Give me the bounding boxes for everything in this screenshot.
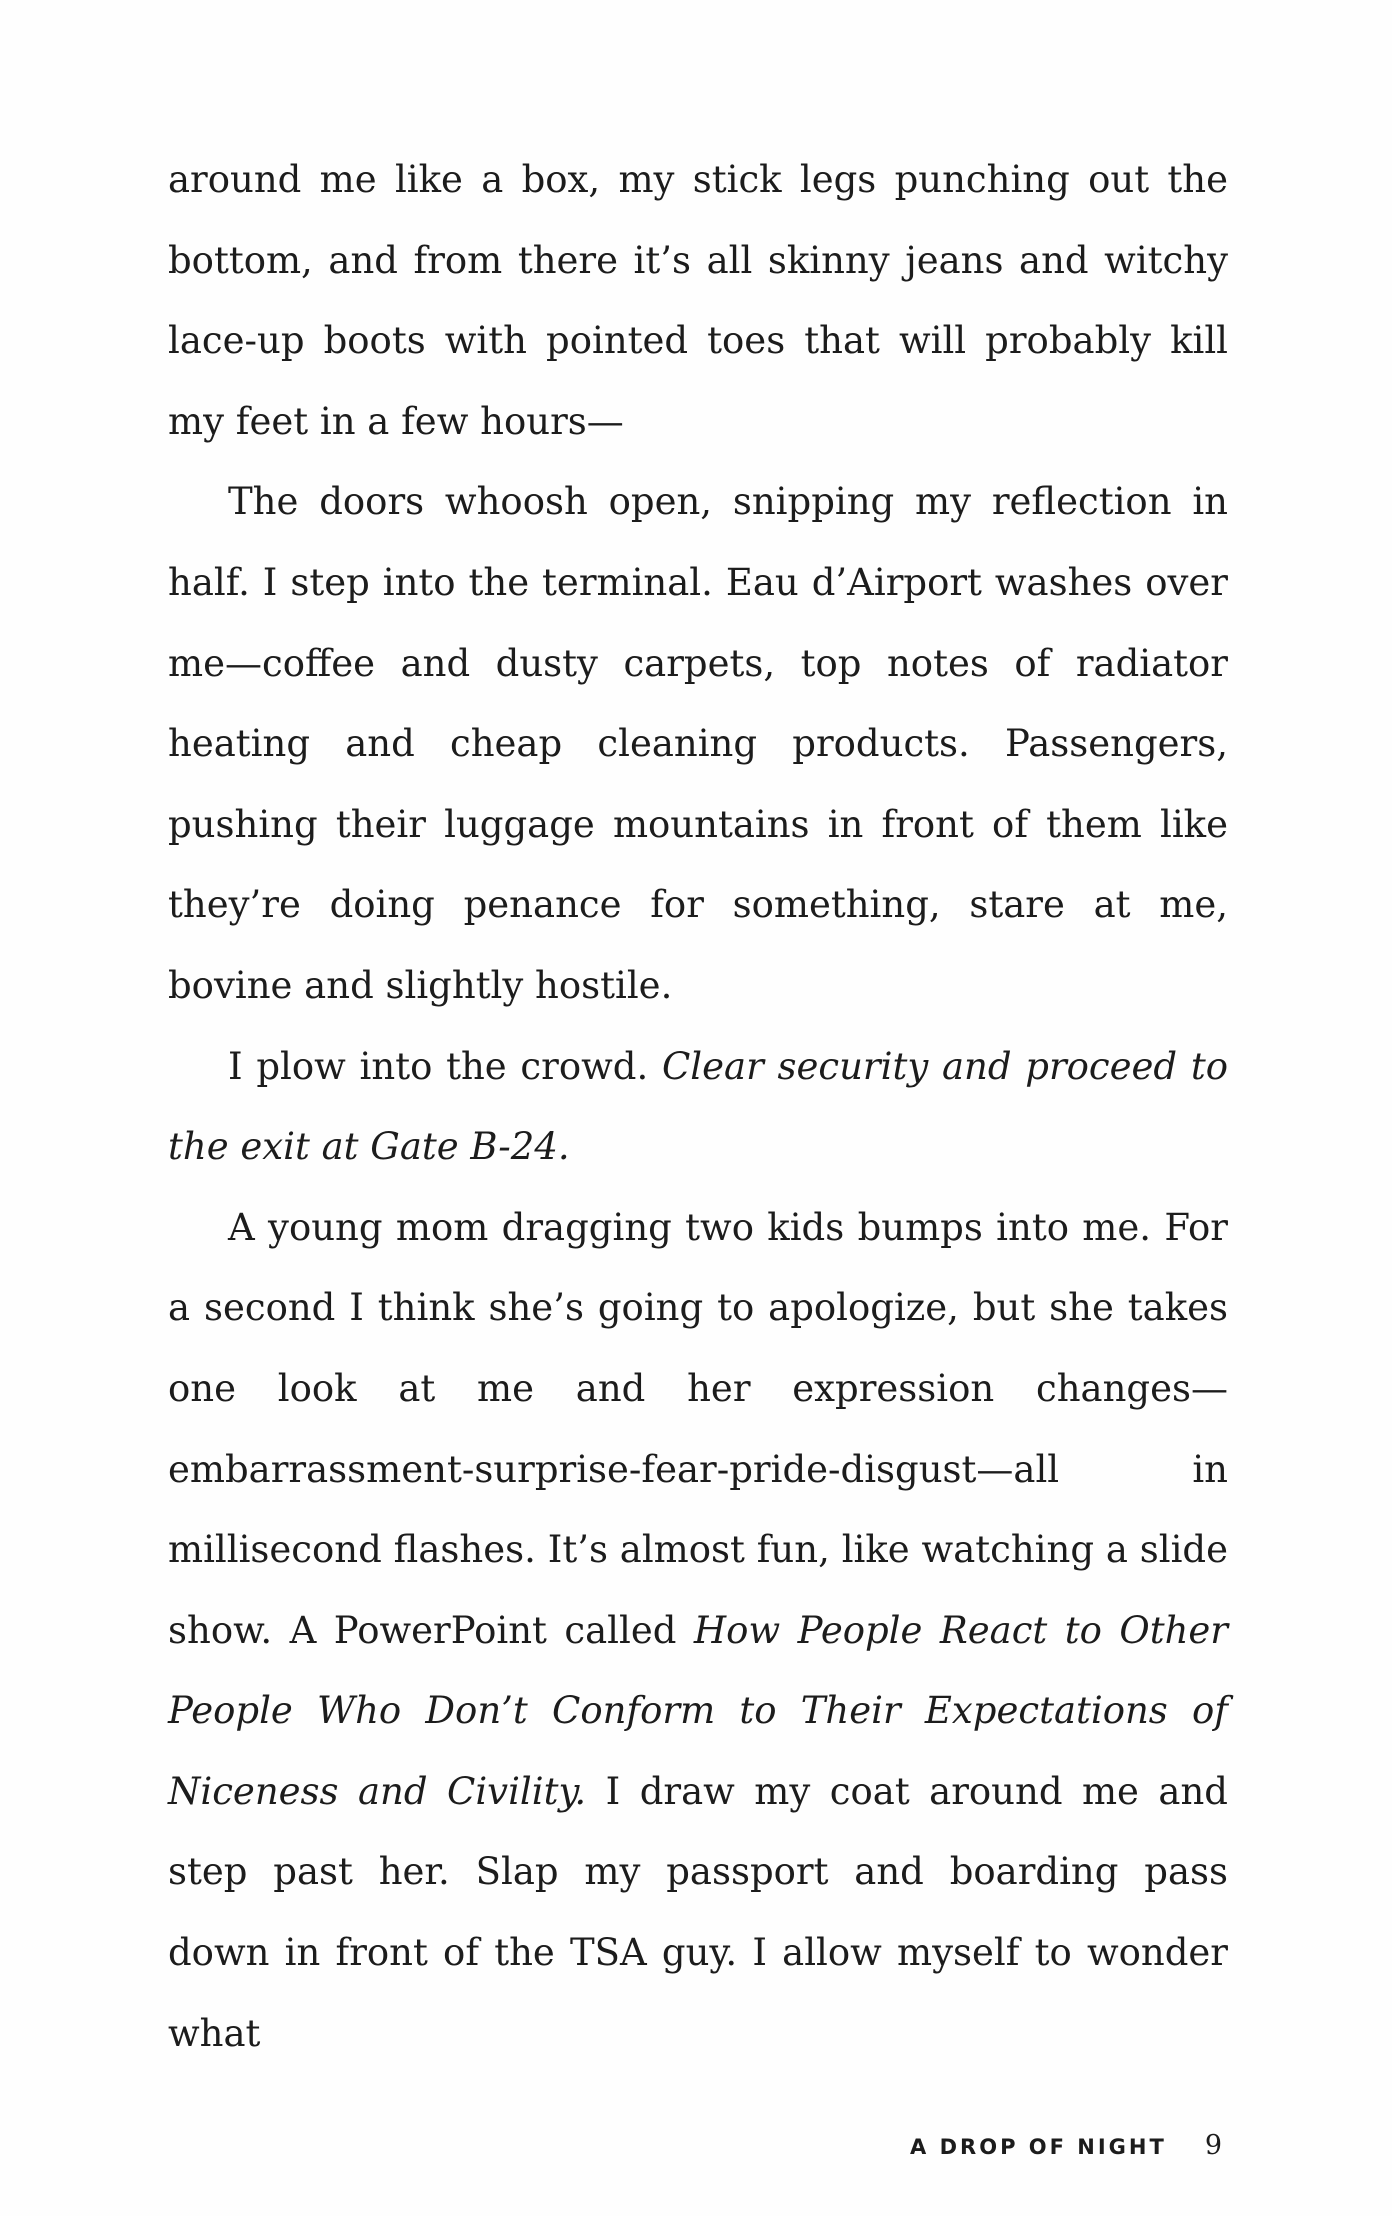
paragraph-3-intro: I plow into the crowd. — [228, 1044, 662, 1088]
page-footer — [910, 2130, 1222, 2161]
paragraph-1 — [168, 140, 1228, 462]
paragraph-3-italic: Clear security and proceed to the exit at Gate B-24. — [168, 1044, 1228, 1169]
paragraph-4-italic-title: How People React to Other People Who Don’t Conform to Their Expectations of Niceness and Civility. — [168, 1608, 1228, 1813]
paragraph-1-text: around me like a box, my stick legs punching out the bottom, and from there it’s all skinny jeans and witchy lace-up boots with pointed toes that will probably kill my feet in a few hours— — [168, 158, 1228, 443]
body-text — [168, 140, 1228, 2074]
paragraph-3 — [168, 1027, 1228, 1188]
running-head: A DROP OF NIGHT — [910, 2135, 1167, 2159]
paragraph-4-text-b: I draw my coat around me and step past her. Slap my passport and boarding pass down in front of the TSA guy. I allow myself to wonder what — [168, 1769, 1228, 2055]
paragraph-4-text-a: A young mom dragging two kids bumps into me. For a second I think she’s going to apologize, but she takes one look at me and her expression changes—embarrassment-surprise-fear-pride-disgust—all in millisecond flashes. It’s almost fun, like watching a slide show. A PowerPoint called — [168, 1205, 1228, 1652]
page-number: 9 — [1204, 2130, 1222, 2161]
paragraph-2-text: The doors whoosh open, snipping my reflection in half. I step into the terminal. Eau d’Airport washes over me—coffee and dusty carpets, top notes of radiator heating and cheap cleaning products. Passengers, pushing their luggage mountains in front of them like they’re doing penance for something, stare at me, bovine and slightly hostile. — [168, 480, 1228, 1007]
paragraph-2 — [168, 462, 1228, 1026]
paragraph-4 — [168, 1188, 1228, 2075]
